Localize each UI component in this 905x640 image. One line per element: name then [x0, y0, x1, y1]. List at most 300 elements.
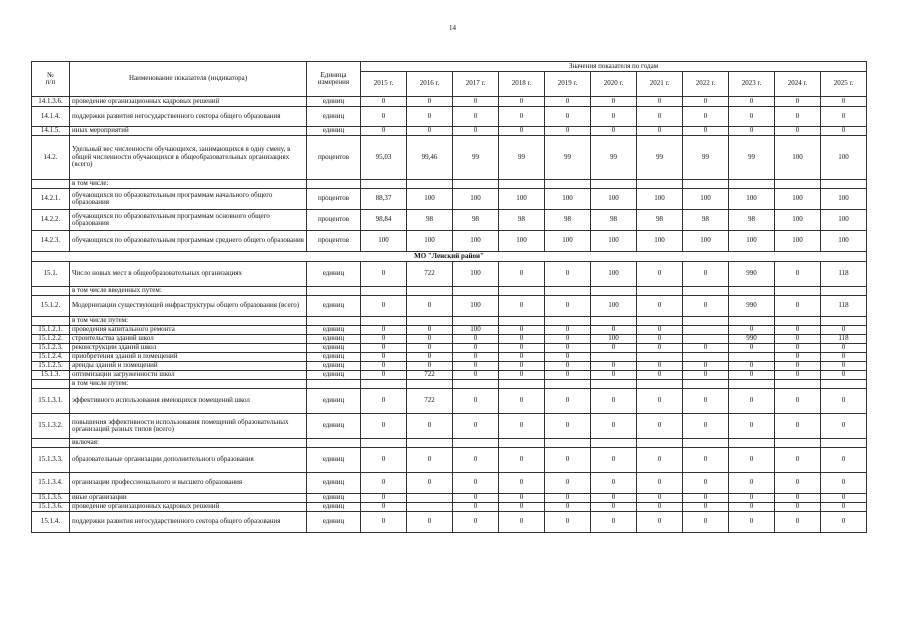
value-cell [407, 317, 453, 326]
value-cell: 118 [821, 262, 867, 287]
value-cell [453, 439, 499, 448]
row-number: 14.1.3.6. [32, 97, 70, 107]
value-cell: 0 [545, 503, 591, 512]
row-number [32, 439, 70, 448]
value-cell: 0 [637, 371, 683, 380]
header-year: 2018 г. [499, 72, 545, 97]
indicator-name: Удельный вес численности обучающихся, занимающихся в одну смену, в общей численности обучающихся в общеобразовательных организациях (всего) [70, 136, 307, 180]
value-cell: 118 [821, 335, 867, 344]
value-cell: 0 [729, 512, 775, 533]
value-cell: 0 [499, 344, 545, 353]
value-cell: 0 [637, 473, 683, 494]
value-cell: 98,84 [361, 210, 407, 231]
row-number: 15.1.2.3. [32, 344, 70, 353]
value-cell: 0 [407, 326, 453, 335]
value-cell: 98 [591, 210, 637, 231]
value-cell [729, 353, 775, 362]
value-cell [499, 180, 545, 189]
value-cell: 0 [453, 389, 499, 414]
value-cell: 0 [361, 353, 407, 362]
value-cell: 99 [453, 136, 499, 180]
value-cell: 0 [453, 512, 499, 533]
value-cell: 0 [729, 448, 775, 473]
value-cell: 0 [361, 448, 407, 473]
indicator-name: образовательные организации дополнительного образования [70, 448, 307, 473]
value-cell: 0 [683, 473, 729, 494]
value-cell [729, 439, 775, 448]
value-cell: 0 [637, 335, 683, 344]
value-cell [637, 380, 683, 389]
value-cell: 0 [821, 448, 867, 473]
table-row [32, 494, 867, 503]
value-cell: 0 [545, 344, 591, 353]
value-cell: 0 [729, 494, 775, 503]
value-cell [361, 380, 407, 389]
value-cell: 0 [361, 326, 407, 335]
value-cell: 100 [637, 231, 683, 252]
value-cell: 0 [453, 127, 499, 136]
indicator-name: в том числе путем: [70, 317, 307, 326]
table-row [32, 512, 867, 533]
value-cell: 0 [453, 353, 499, 362]
indicator-name: поддержки развития негосударственного сектора общего образования [70, 512, 307, 533]
unit-cell: единиц [307, 414, 361, 439]
unit-cell [307, 317, 361, 326]
unit-cell: единиц [307, 512, 361, 533]
value-cell: 0 [775, 107, 821, 127]
value-cell: 0 [637, 127, 683, 136]
value-cell: 0 [775, 97, 821, 107]
row-number: 14.2. [32, 136, 70, 180]
value-cell [821, 180, 867, 189]
header-unit: Единица измерения [307, 62, 361, 97]
unit-cell: процентов [307, 210, 361, 231]
value-cell: 100 [545, 189, 591, 210]
value-cell: 0 [591, 97, 637, 107]
value-cell: 99 [729, 136, 775, 180]
value-cell: 0 [683, 127, 729, 136]
indicator-name: обучающихся по образовательным программам среднего общего образования [70, 231, 307, 252]
table-body [32, 97, 867, 533]
value-cell: 0 [637, 262, 683, 287]
value-cell: 0 [775, 414, 821, 439]
value-cell: 0 [545, 494, 591, 503]
value-cell: 0 [591, 371, 637, 380]
value-cell [729, 380, 775, 389]
value-cell: 0 [453, 371, 499, 380]
row-number: 15.1.2.5. [32, 362, 70, 371]
value-cell [775, 439, 821, 448]
value-cell: 0 [453, 473, 499, 494]
indicator-name: строительства зданий школ [70, 335, 307, 344]
value-cell: 0 [453, 97, 499, 107]
value-cell: 0 [407, 107, 453, 127]
indicator-name: проведение организационных кадровых решений [70, 97, 307, 107]
value-cell: 0 [499, 512, 545, 533]
unit-cell: процентов [307, 189, 361, 210]
value-cell: 100 [821, 210, 867, 231]
value-cell [637, 439, 683, 448]
value-cell: 0 [499, 335, 545, 344]
value-cell: 100 [821, 189, 867, 210]
value-cell: 0 [407, 448, 453, 473]
value-cell: 0 [821, 326, 867, 335]
table-row [32, 180, 867, 189]
value-cell: 0 [499, 473, 545, 494]
value-cell: 0 [407, 414, 453, 439]
unit-cell: единиц [307, 353, 361, 362]
value-cell [637, 317, 683, 326]
value-cell: 0 [591, 494, 637, 503]
value-cell [361, 439, 407, 448]
value-cell [683, 335, 729, 344]
unit-cell: единиц [307, 494, 361, 503]
table-row [32, 335, 867, 344]
value-cell [821, 317, 867, 326]
unit-cell: единиц [307, 326, 361, 335]
indicator-name: приобретения зданий и помещений [70, 353, 307, 362]
value-cell: 0 [591, 326, 637, 335]
page-number: 14 [449, 24, 456, 32]
value-cell: 0 [637, 97, 683, 107]
value-cell: 0 [637, 389, 683, 414]
value-cell: 100 [821, 231, 867, 252]
value-cell: 0 [637, 494, 683, 503]
value-cell: 0 [729, 362, 775, 371]
table-row [32, 371, 867, 380]
value-cell [453, 380, 499, 389]
value-cell: 0 [499, 448, 545, 473]
row-number: 15.1.3.5. [32, 494, 70, 503]
table-header [32, 62, 867, 97]
header-year: 2020 г. [591, 72, 637, 97]
value-cell: 0 [499, 262, 545, 287]
indicator-name: иные организации [70, 494, 307, 503]
value-cell: 0 [683, 494, 729, 503]
header-year: 2019 г. [545, 72, 591, 97]
indicator-name: Модернизации существующей инфраструктуры общего образования (всего) [70, 296, 307, 317]
unit-cell [307, 439, 361, 448]
row-number: 15.1.3.6. [32, 503, 70, 512]
table-row [32, 296, 867, 317]
value-cell [591, 439, 637, 448]
value-cell: 0 [591, 107, 637, 127]
table-row [32, 389, 867, 414]
value-cell: 0 [361, 371, 407, 380]
value-cell: 0 [545, 326, 591, 335]
value-cell: 0 [683, 362, 729, 371]
value-cell: 99 [683, 136, 729, 180]
value-cell: 0 [361, 503, 407, 512]
value-cell: 0 [499, 353, 545, 362]
value-cell: 0 [407, 296, 453, 317]
value-cell [775, 180, 821, 189]
value-cell: 0 [821, 512, 867, 533]
value-cell: 0 [637, 326, 683, 335]
value-cell [821, 439, 867, 448]
value-cell [729, 317, 775, 326]
value-cell: 0 [453, 448, 499, 473]
value-cell: 98 [407, 210, 453, 231]
value-cell: 0 [683, 296, 729, 317]
value-cell [683, 180, 729, 189]
value-cell [591, 380, 637, 389]
value-cell: 0 [453, 335, 499, 344]
value-cell: 0 [729, 503, 775, 512]
value-cell: 0 [821, 362, 867, 371]
value-cell: 0 [545, 512, 591, 533]
table-row [32, 262, 867, 287]
table-row [32, 353, 867, 362]
value-cell: 0 [361, 414, 407, 439]
value-cell: 100 [361, 231, 407, 252]
section-title: МО "Ленский район" [32, 252, 867, 262]
value-cell: 0 [545, 371, 591, 380]
value-cell: 0 [361, 344, 407, 353]
row-number: 14.1.5. [32, 127, 70, 136]
value-cell: 0 [775, 512, 821, 533]
unit-cell: процентов [307, 231, 361, 252]
value-cell [591, 180, 637, 189]
value-cell: 100 [453, 296, 499, 317]
value-cell [453, 180, 499, 189]
value-cell: 0 [683, 389, 729, 414]
value-cell: 0 [545, 473, 591, 494]
value-cell [775, 287, 821, 296]
value-cell: 100 [407, 189, 453, 210]
value-cell: 0 [453, 414, 499, 439]
value-cell: 0 [499, 503, 545, 512]
value-cell: 0 [361, 473, 407, 494]
value-cell: 0 [637, 344, 683, 353]
value-cell [545, 317, 591, 326]
indicator-name: обучающихся по образовательным программам начального общего образования [70, 189, 307, 210]
row-number: 14.1.4. [32, 107, 70, 127]
value-cell: 0 [545, 127, 591, 136]
value-cell: 0 [499, 362, 545, 371]
row-number [32, 380, 70, 389]
value-cell: 0 [361, 262, 407, 287]
indicator-name: проведения капитального ремонта [70, 326, 307, 335]
value-cell: 0 [821, 97, 867, 107]
indicator-name: в том числе путем: [70, 380, 307, 389]
value-cell: 100 [545, 231, 591, 252]
value-cell: 99 [545, 136, 591, 180]
value-cell: 0 [591, 473, 637, 494]
value-cell [637, 180, 683, 189]
value-cell: 100 [775, 136, 821, 180]
value-cell: 0 [499, 296, 545, 317]
value-cell: 0 [591, 414, 637, 439]
value-cell: 0 [361, 362, 407, 371]
value-cell: 722 [407, 262, 453, 287]
value-cell: 0 [729, 97, 775, 107]
value-cell: 0 [545, 414, 591, 439]
value-cell [591, 287, 637, 296]
value-cell: 0 [361, 494, 407, 503]
indicator-name: включая: [70, 439, 307, 448]
value-cell: 0 [775, 494, 821, 503]
header-year: 2022 г. [683, 72, 729, 97]
unit-cell: единиц [307, 448, 361, 473]
value-cell: 0 [499, 494, 545, 503]
value-cell: 98 [637, 210, 683, 231]
value-cell [637, 287, 683, 296]
unit-cell [307, 287, 361, 296]
header-name: Наименование показателя (индикатора) [70, 62, 307, 97]
value-cell [453, 287, 499, 296]
value-cell: 0 [361, 335, 407, 344]
value-cell: 0 [591, 362, 637, 371]
value-cell: 100 [591, 231, 637, 252]
value-cell: 0 [545, 97, 591, 107]
value-cell: 0 [821, 353, 867, 362]
unit-cell: единиц [307, 262, 361, 287]
row-number: 14.2.3. [32, 231, 70, 252]
value-cell [499, 287, 545, 296]
value-cell: 0 [729, 107, 775, 127]
value-cell: 100 [729, 189, 775, 210]
value-cell: 100 [683, 189, 729, 210]
value-cell: 0 [453, 362, 499, 371]
value-cell: 0 [407, 335, 453, 344]
value-cell: 100 [591, 335, 637, 344]
value-cell: 98 [453, 210, 499, 231]
value-cell: 98 [545, 210, 591, 231]
value-cell [545, 380, 591, 389]
unit-cell: процентов [307, 136, 361, 180]
value-cell [821, 287, 867, 296]
value-cell: 0 [545, 353, 591, 362]
table-row [32, 210, 867, 231]
value-cell: 0 [591, 512, 637, 533]
value-cell: 0 [729, 344, 775, 353]
value-cell: 100 [775, 231, 821, 252]
header-year: 2017 г. [453, 72, 499, 97]
value-cell [821, 380, 867, 389]
value-cell [683, 439, 729, 448]
value-cell: 0 [637, 107, 683, 127]
unit-cell: единиц [307, 344, 361, 353]
row-number: 14.2.1. [32, 189, 70, 210]
value-cell: 0 [775, 262, 821, 287]
indicators-table [31, 61, 867, 533]
value-cell: 990 [729, 335, 775, 344]
value-cell: 118 [821, 296, 867, 317]
unit-cell: единиц [307, 127, 361, 136]
value-cell: 0 [361, 127, 407, 136]
value-cell: 0 [453, 107, 499, 127]
value-cell: 100 [453, 189, 499, 210]
indicator-name: Число новых мест в общеобразовательных организациях [70, 262, 307, 287]
value-cell [407, 439, 453, 448]
value-cell [407, 503, 453, 512]
header-year: 2024 г. [775, 72, 821, 97]
value-cell [407, 180, 453, 189]
value-cell: 98 [729, 210, 775, 231]
value-cell: 0 [775, 127, 821, 136]
unit-cell: единиц [307, 335, 361, 344]
indicator-name: оптимизации загруженности школ [70, 371, 307, 380]
value-cell [729, 287, 775, 296]
unit-cell [307, 180, 361, 189]
table-row [32, 380, 867, 389]
value-cell [683, 353, 729, 362]
header-year: 2021 г. [637, 72, 683, 97]
value-cell: 0 [545, 107, 591, 127]
value-cell: 0 [407, 127, 453, 136]
value-cell [407, 380, 453, 389]
value-cell: 0 [729, 389, 775, 414]
value-cell: 95,03 [361, 136, 407, 180]
value-cell: 0 [821, 344, 867, 353]
value-cell [729, 180, 775, 189]
value-cell: 100 [683, 231, 729, 252]
value-cell: 0 [591, 389, 637, 414]
value-cell: 0 [821, 494, 867, 503]
value-cell: 88,37 [361, 189, 407, 210]
value-cell [591, 317, 637, 326]
value-cell [361, 287, 407, 296]
value-cell: 0 [637, 296, 683, 317]
value-cell [361, 180, 407, 189]
value-cell: 0 [545, 389, 591, 414]
row-number: 15.1.3.4. [32, 473, 70, 494]
unit-cell: единиц [307, 296, 361, 317]
value-cell: 100 [499, 231, 545, 252]
value-cell [637, 353, 683, 362]
table-row [32, 439, 867, 448]
table-row [32, 107, 867, 127]
value-cell: 0 [683, 512, 729, 533]
value-cell: 0 [729, 127, 775, 136]
value-cell: 0 [729, 371, 775, 380]
row-number: 15.1.2. [32, 296, 70, 317]
value-cell: 0 [683, 414, 729, 439]
table-row [32, 189, 867, 210]
value-cell: 0 [499, 389, 545, 414]
table-row [32, 473, 867, 494]
value-cell: 0 [637, 362, 683, 371]
value-cell [499, 380, 545, 389]
unit-cell: единиц [307, 389, 361, 414]
value-cell: 0 [499, 97, 545, 107]
value-cell: 0 [591, 503, 637, 512]
value-cell: 0 [729, 414, 775, 439]
value-cell: 0 [453, 344, 499, 353]
value-cell: 100 [591, 189, 637, 210]
value-cell: 0 [545, 362, 591, 371]
value-cell: 0 [683, 97, 729, 107]
value-cell: 0 [775, 362, 821, 371]
header-year: 2015 г. [361, 72, 407, 97]
indicator-name: обучающихся по образовательным программам основного общего образования [70, 210, 307, 231]
value-cell: 100 [499, 189, 545, 210]
value-cell: 0 [637, 448, 683, 473]
value-cell: 0 [545, 296, 591, 317]
value-cell: 0 [499, 127, 545, 136]
table-row [32, 448, 867, 473]
table-row [32, 344, 867, 353]
unit-cell: единиц [307, 371, 361, 380]
value-cell: 100 [775, 210, 821, 231]
value-cell [775, 380, 821, 389]
value-cell: 0 [637, 503, 683, 512]
unit-cell: единиц [307, 97, 361, 107]
value-cell: 0 [821, 414, 867, 439]
value-cell [407, 494, 453, 503]
value-cell: 0 [361, 512, 407, 533]
